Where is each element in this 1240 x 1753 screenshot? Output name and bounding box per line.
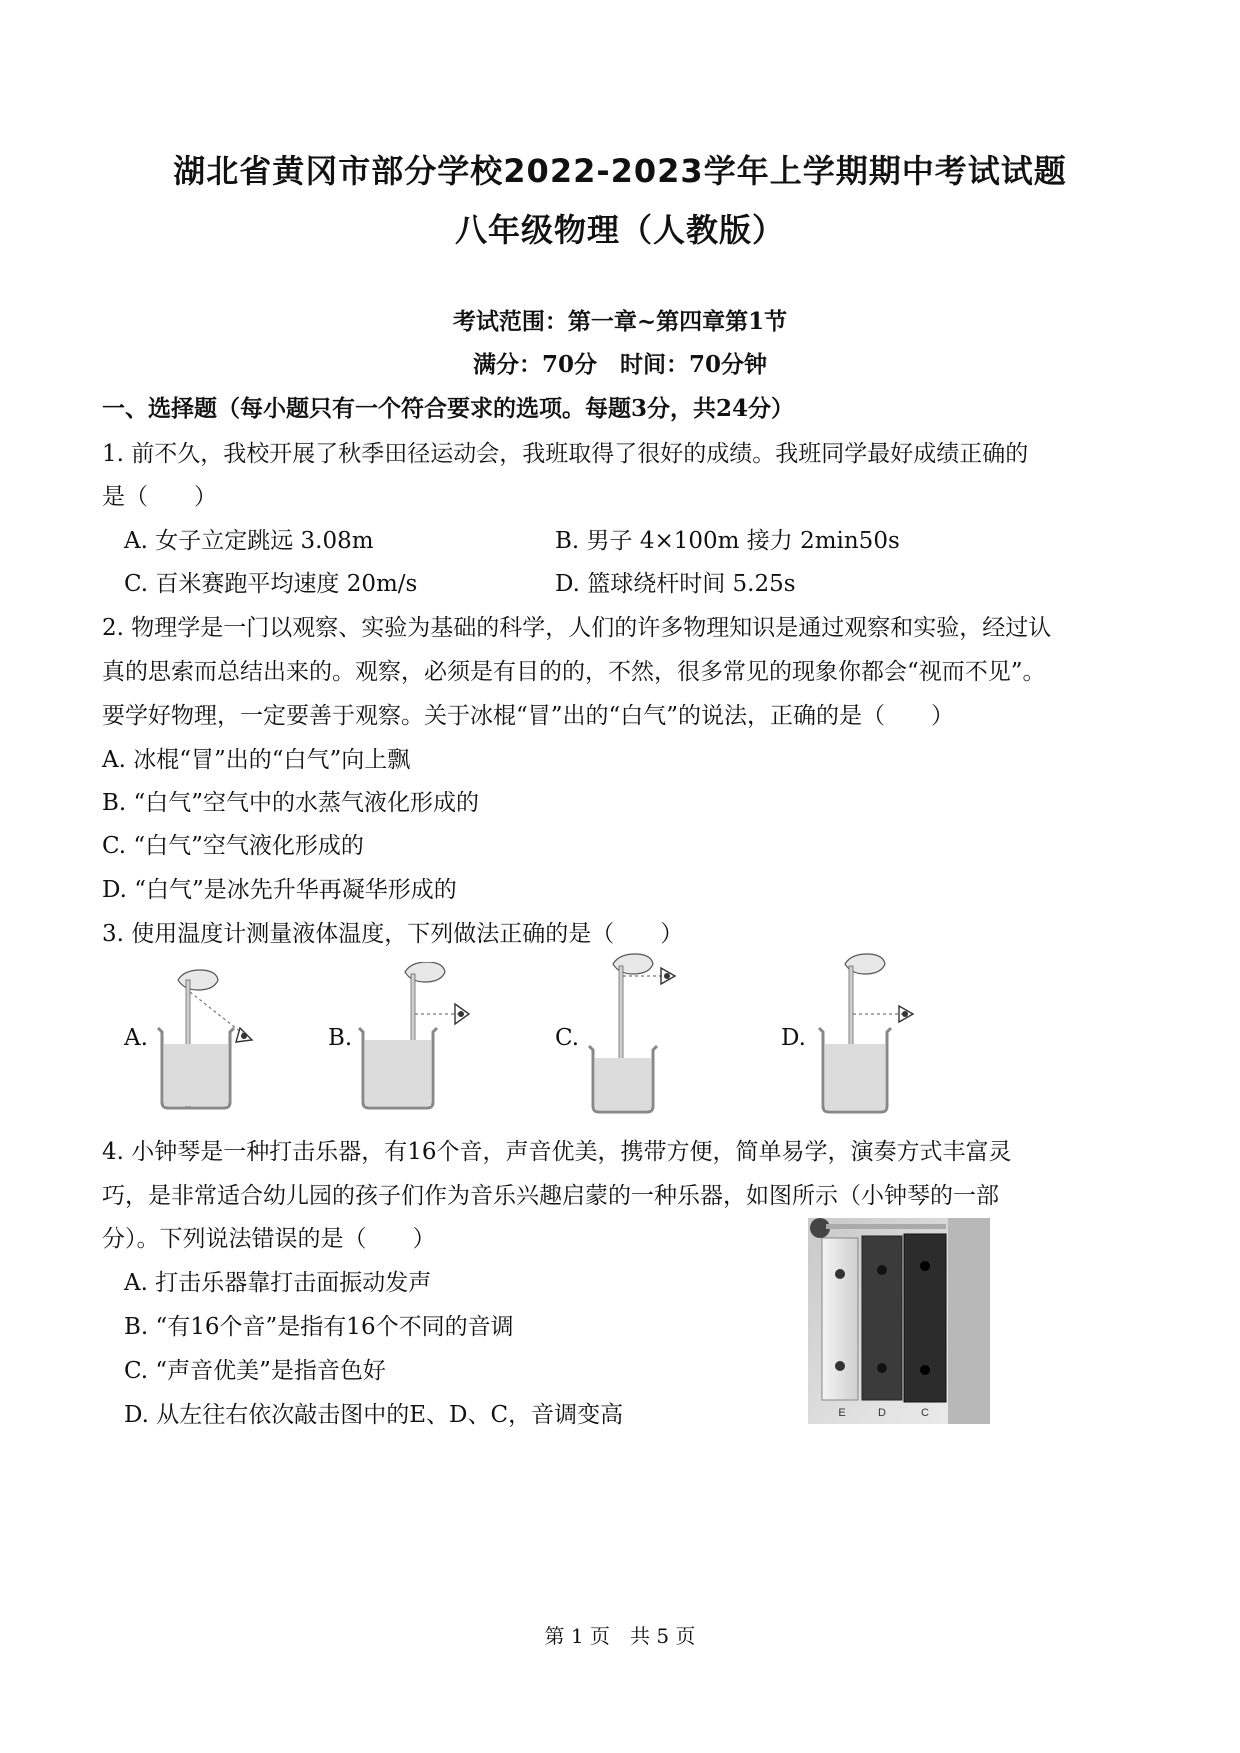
exam-title: 湖北省黄冈市部分学校2022-2023学年上学期期中考试试题 [173, 152, 1067, 190]
q2-option-a: A. 冰棍“冒”出的“白气”向上飘 [102, 747, 411, 773]
q1-option-b: B. 男子 4×100m 接力 2min50s [555, 528, 900, 554]
beaker-figure-c [585, 950, 705, 1115]
q4-stem-line1: 4. 小钟琴是一种打击乐器，有16个音，声音优美，携带方便，简单易学，演奏方式丰富灵 [102, 1139, 1012, 1165]
beaker-figure-d [815, 950, 945, 1115]
q2-stem-line2: 真的思索而总结出来的。观察，必须是有目的的，不然，很多常见的现象你都会“视而不见”。 [102, 659, 1046, 685]
q4-option-a: A. 打击乐器靠打击面振动发声 [124, 1270, 432, 1296]
bar-label-c: C [921, 1407, 929, 1419]
q1-option-c: C. 百米赛跑平均速度 20m/s [124, 571, 418, 597]
q3-label-b: B. [328, 1025, 353, 1051]
q4-option-d: D. 从左往右依次敲击图中的E、D、C，音调变高 [124, 1402, 624, 1428]
q2-stem-line3: 要学好物理，一定要善于观察。关于冰棍“冒”出的“白气”的说法，正确的是（ ） [102, 703, 955, 729]
q3-label-d: D. [781, 1025, 806, 1051]
beaker-figure-a [150, 962, 270, 1112]
section-header: 一、选择题（每小题只有一个符合要求的选项。每题3分，共24分） [102, 395, 795, 422]
q1-option-d: D. 篮球绕杆时间 5.25s [555, 571, 796, 597]
beaker-figure-b [355, 962, 485, 1112]
q4-stem-line3: 分）。下列说法错误的是（ ） [102, 1226, 436, 1252]
bar-label-e: E [838, 1407, 846, 1419]
exam-score-time: 满分：70分 时间：70分钟 [472, 351, 767, 378]
q2-stem-line1: 2. 物理学是一门以观察、实验为基础的科学，人们的许多物理知识是通过观察和实验，经过认 [102, 615, 1052, 641]
q3-label-a: A. [124, 1025, 148, 1051]
exam-scope: 考试范围：第一章~第四章第1节 [452, 308, 788, 335]
q2-option-c: C. “白气”空气液化形成的 [102, 833, 364, 859]
q4-option-c: C. “声音优美”是指音色好 [124, 1358, 386, 1384]
q4-option-b: B. “有16个音”是指有16个不同的音调 [124, 1314, 514, 1340]
q1-stem-line1: 1. 前不久，我校开展了秋季田径运动会，我班取得了很好的成绩。我班同学最好成绩正确的 [102, 441, 1029, 467]
glockenspiel-photo [808, 1218, 990, 1424]
exam-subtitle: 八年级物理（人教版） [454, 211, 785, 249]
q1-option-a: A. 女子立定跳远 3.08m [124, 528, 374, 554]
page-footer: 第 1 页 共 5 页 [544, 1624, 696, 1648]
q3-label-c: C. [555, 1025, 580, 1051]
q1-stem-line2: 是（ ） [102, 484, 217, 510]
bar-label-d: D [878, 1407, 886, 1419]
q2-option-b: B. “白气”空气中的水蒸气液化形成的 [102, 790, 480, 816]
q3-stem: 3. 使用温度计测量液体温度，下列做法正确的是（ ） [102, 921, 684, 947]
q4-stem-line2: 巧，是非常适合幼儿园的孩子们作为音乐兴趣启蒙的一种乐器，如图所示（小钟琴的一部 [102, 1183, 999, 1209]
q2-option-d: D. “白气”是冰先升华再凝华形成的 [102, 877, 457, 903]
